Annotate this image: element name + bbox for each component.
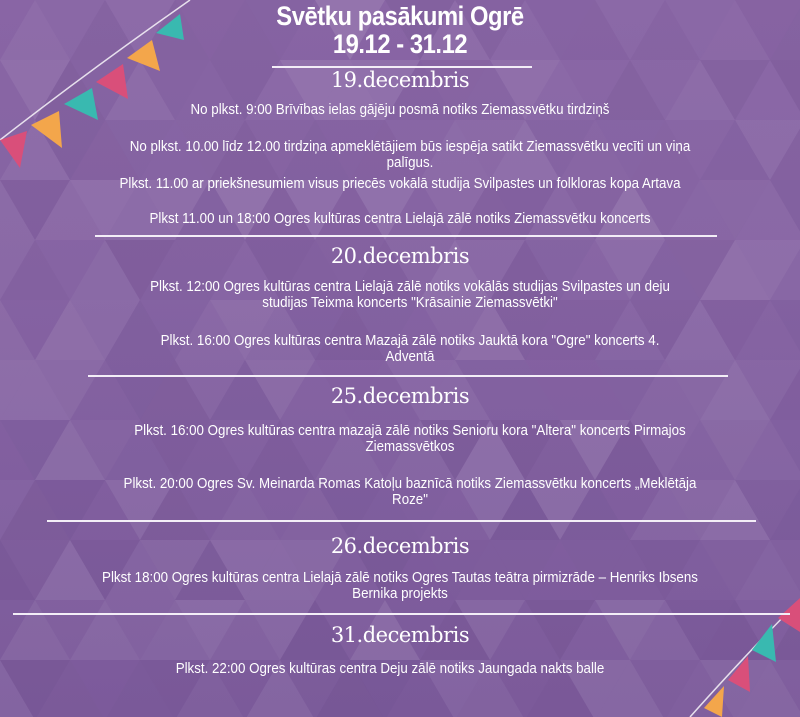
date-heading-20-december: 20.decembris bbox=[330, 244, 470, 268]
section-divider bbox=[13, 613, 790, 615]
event-item: No plkst. 9:00 Brīvības ielas gājēju posmā notiks Ziemassvētku tirdziņš bbox=[190, 102, 610, 118]
event-item: No plkst. 10.00 līdz 12.00 tirdziņa apmeklētājiem būs iespēja satikt Ziemassvētku vecīti un viņa palīgus. bbox=[129, 139, 691, 171]
poster-date-range: 19.12 - 31.12 bbox=[332, 29, 468, 59]
section-divider bbox=[88, 375, 728, 377]
event-item: Plkst. 16:00 Ogres kultūras centra Mazajā zālē notiks Jauktā kora "Ogre" koncerts 4. Adventā bbox=[160, 333, 660, 365]
date-heading-31-december: 31.decembris bbox=[330, 623, 470, 647]
event-item: Plkst. 22:00 Ogres kultūras centra Deju zālē notiks Jaungada nakts balle bbox=[175, 661, 605, 677]
event-item: Plkst. 20:00 Ogres Sv. Meinarda Romas Katoļu baznīcā notiks Ziemassvētku koncerts „Meklētāja Roze" bbox=[123, 476, 697, 508]
event-item: Plkst. 11.00 ar priekšnesumiem visus priecēs vokālā studija Svilpastes un folkloras kopa Artava bbox=[119, 176, 681, 192]
date-heading-25-december: 25.decembris bbox=[330, 384, 470, 408]
poster-title: Svētku pasākumi Ogrē bbox=[276, 1, 524, 31]
event-item: Plkst. 12:00 Ogres kultūras centra Lielajā zālē notiks vokālās studijas Svilpastes un deju studijas Teixma koncerts "Krāsainie Ziemassvētki" bbox=[150, 279, 670, 311]
date-heading-19-december: 19.decembris bbox=[330, 68, 470, 92]
event-item: Plkst 18:00 Ogres kultūras centra Lielajā zālē notiks Ogres Tautas teātra pirmizrāde – Henriks Ibsens Bernika projekts bbox=[102, 570, 698, 602]
section-divider bbox=[95, 235, 717, 237]
event-item: Plkst 11.00 un 18:00 Ogres kultūras centra Lielajā zālē notiks Ziemassvētku koncerts bbox=[149, 211, 651, 227]
event-item: Plkst. 16:00 Ogres kultūras centra mazajā zālē notiks Senioru kora "Altera" koncerts Pirmajos Ziemassvētkos bbox=[134, 423, 686, 455]
section-divider bbox=[47, 520, 756, 522]
date-heading-26-december: 26.decembris bbox=[330, 534, 470, 558]
